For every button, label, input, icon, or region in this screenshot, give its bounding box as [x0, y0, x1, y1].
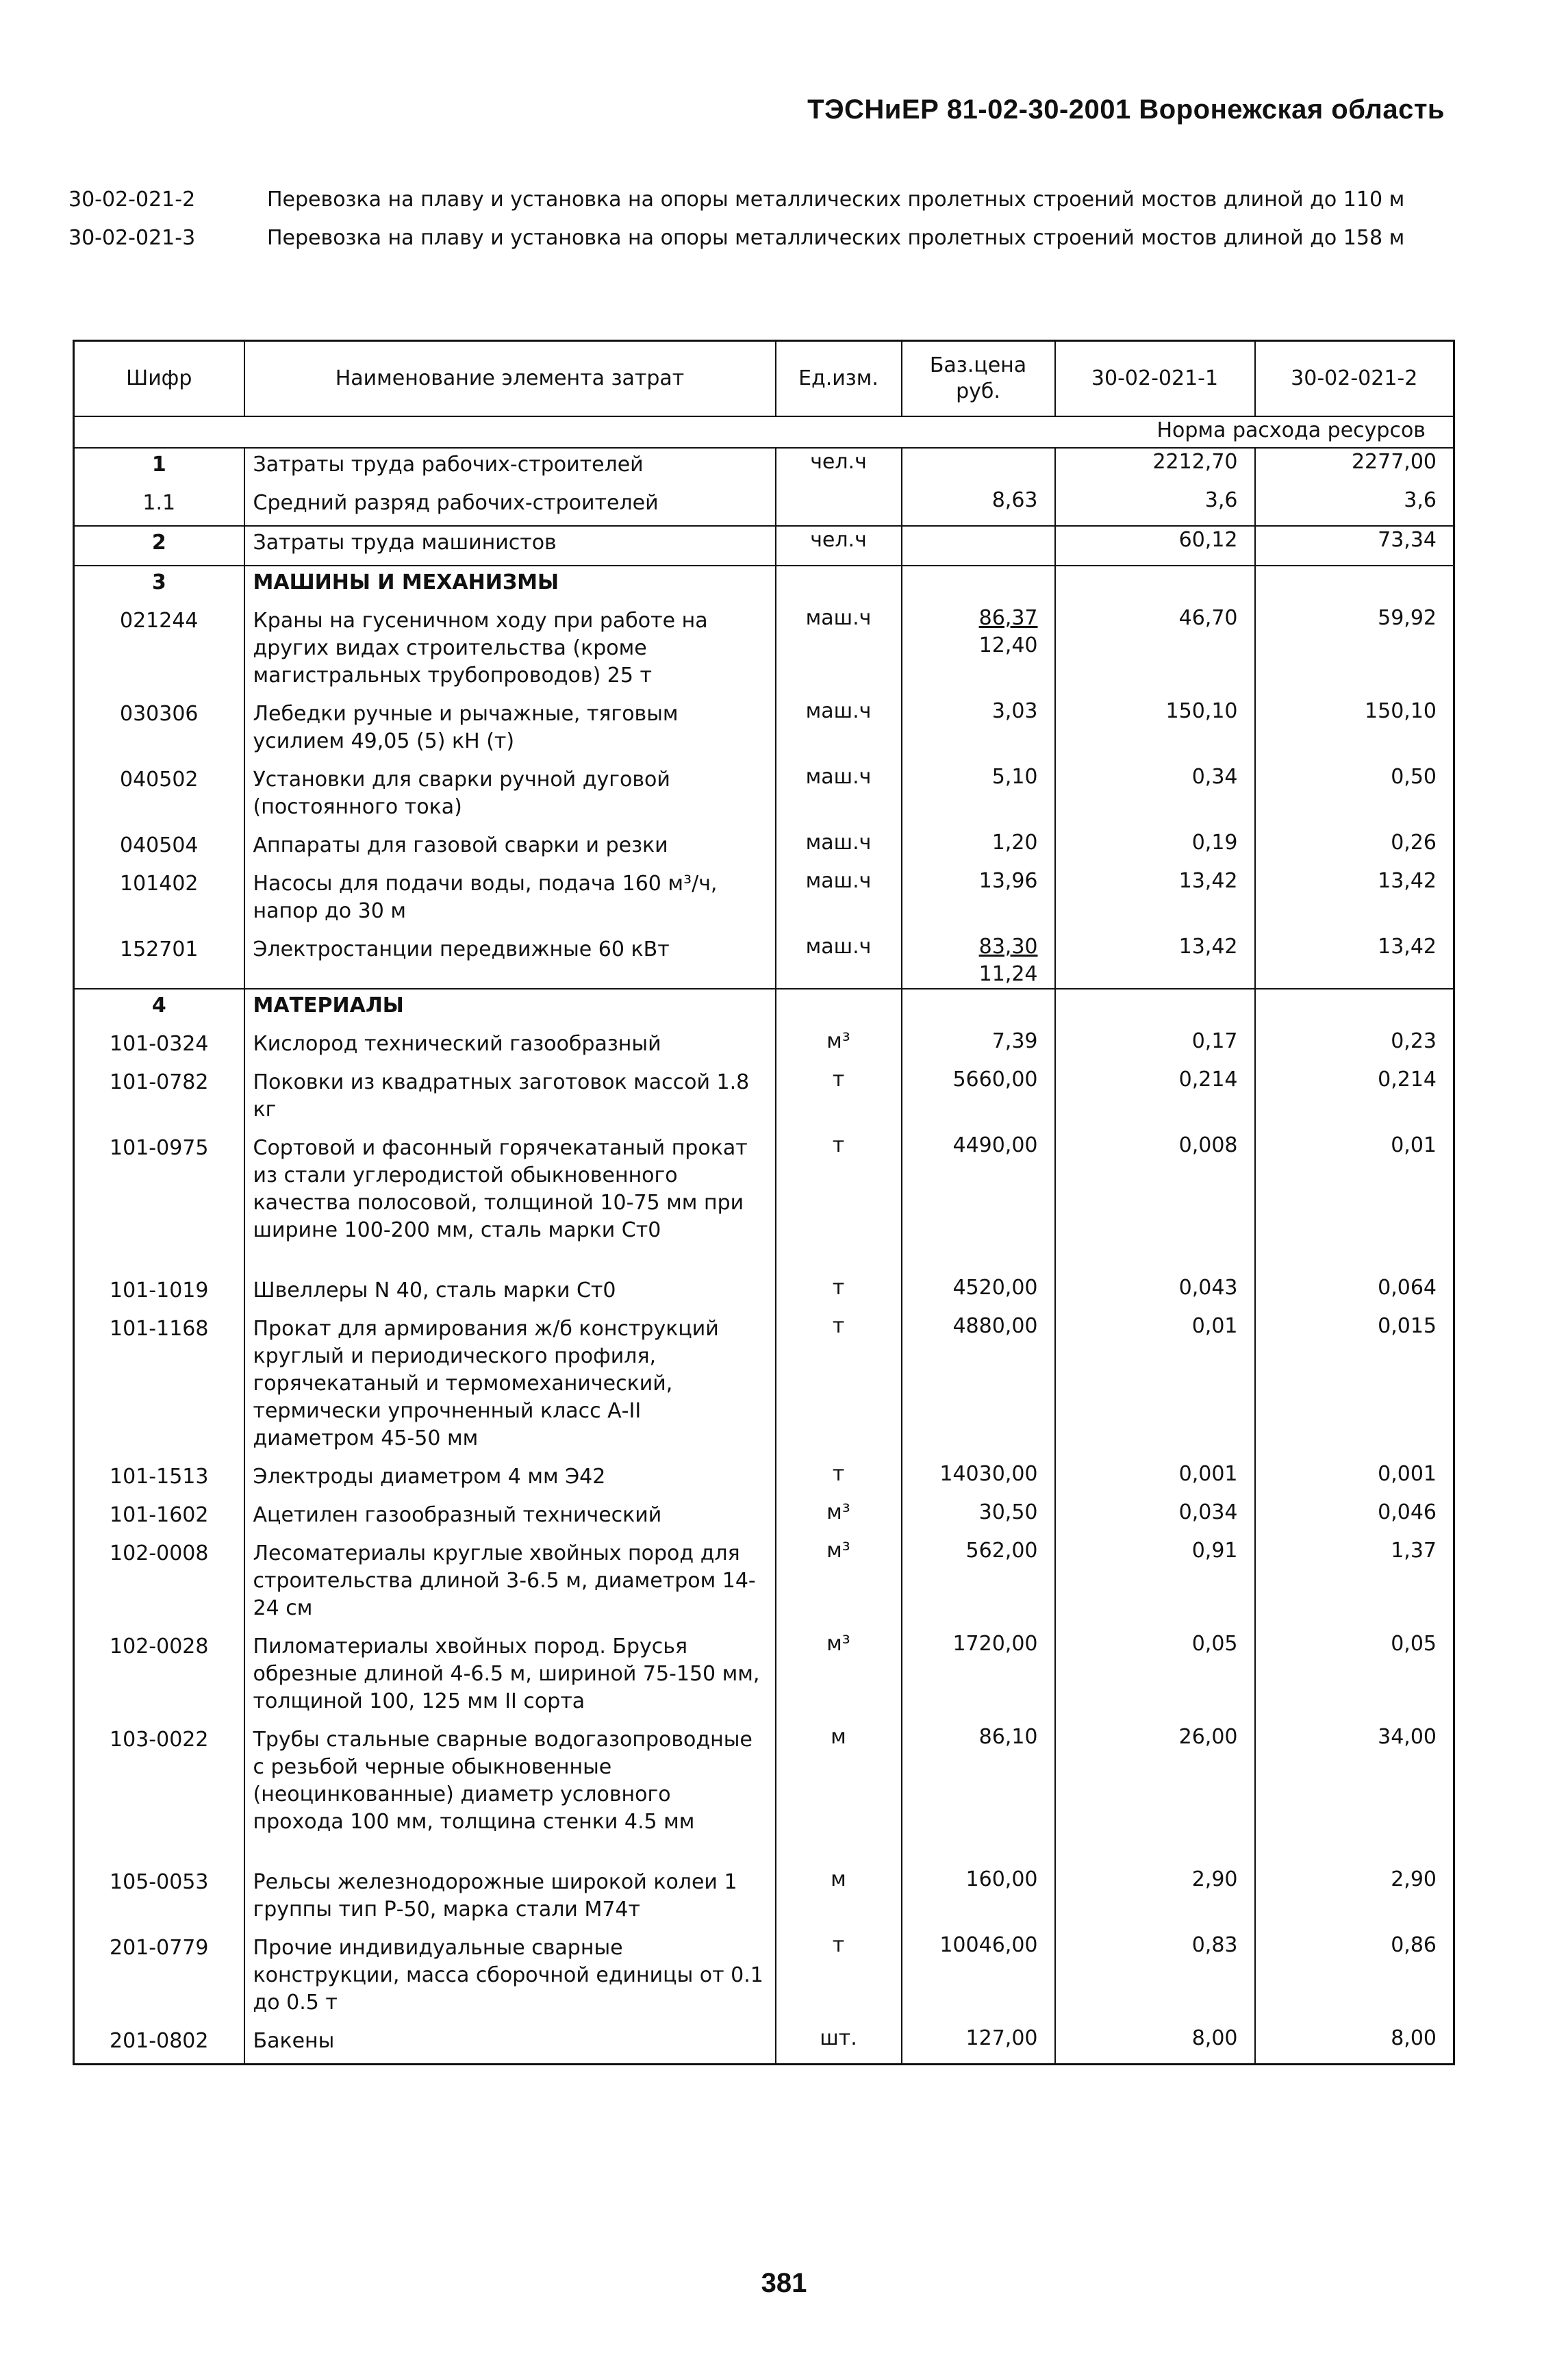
cell-code: 101-1513 — [74, 1461, 244, 1499]
cell-name: Лебедки ручные и рычажные, тяговым усилием 49,05 (5) кН (т) — [244, 698, 776, 764]
cell-price: 8,63 — [902, 487, 1055, 526]
cell-code: 1 — [74, 448, 244, 487]
cell-code: 021244 — [74, 605, 244, 698]
cell-name: Затраты труда рабочих-строителей — [244, 448, 776, 487]
cell-name: Швеллеры N 40, сталь марки Ст0 — [244, 1274, 776, 1313]
cell-price: 30,50 — [902, 1499, 1055, 1537]
cell-unit: маш.ч — [776, 764, 902, 829]
cell-norm-2: 0,015 — [1378, 1314, 1437, 1338]
cell-unit: м — [776, 1724, 902, 1866]
cell-norm-2: 3,6 — [1255, 487, 1454, 526]
cell-name: Средний разряд рабочих-строителей — [244, 487, 776, 526]
table-row — [74, 487, 1454, 526]
cell-norm-1: 46,70 — [1055, 605, 1255, 698]
table-row — [74, 933, 1454, 989]
cell-norm-1: 0,91 — [1055, 1537, 1255, 1630]
table-row — [74, 1932, 1454, 2025]
cell-norm-1 — [1055, 989, 1255, 1028]
cell-unit: т — [776, 1066, 902, 1132]
cell-norm-1: 150,10 — [1055, 698, 1255, 764]
cell-name: Насосы для подачи воды, подача 160 м³/ч, напор до 30 м — [244, 868, 776, 933]
cell-norm-1: 0,05 — [1055, 1630, 1255, 1724]
cell-norm-2: 8,00 — [1391, 2026, 1437, 2050]
col-header-price: Баз.цена руб. — [902, 341, 1055, 417]
cell-unit: маш.ч — [776, 698, 902, 764]
cell-name: Краны на гусеничном ходу при работе на других видах строительства (кроме магистральных трубопроводов) 25 т — [244, 605, 776, 698]
cell-code: 4 — [74, 989, 244, 1028]
page-number: 381 — [761, 2268, 807, 2298]
cell-norm-2: 59,92 — [1378, 606, 1437, 630]
cell-unit: маш.ч — [776, 829, 902, 868]
cell-norm-1: 0,17 — [1055, 1028, 1255, 1066]
cell-code: 105-0053 — [74, 1866, 244, 1932]
table-row — [74, 868, 1454, 933]
cell-norm-1: 3,6 — [1055, 487, 1255, 526]
cell-norm-1: 8,00 — [1055, 2025, 1255, 2065]
cell-price: 1720,00 — [902, 1630, 1055, 1724]
cell-norm-2: 0,86 — [1391, 1933, 1437, 1957]
cell-norm-1: 26,00 — [1055, 1724, 1255, 1866]
table-row — [74, 698, 1454, 764]
intro-item — [68, 186, 1445, 214]
cell-code: 101402 — [74, 868, 244, 933]
cell-price: 5,10 — [902, 764, 1055, 829]
table-row — [74, 1537, 1454, 1630]
cell-price — [902, 448, 1055, 487]
price-total: 83,30 — [978, 935, 1038, 959]
cell-name: Лесоматериалы круглые хвойных пород для строительства длиной 3-6.5 м, диаметром 14-24 см — [244, 1537, 776, 1630]
intro-code: 30-02-021-3 — [68, 226, 196, 250]
cell-name: Установки для сварки ручной дуговой (постоянного тока) — [244, 764, 776, 829]
cell-name: Бакены — [244, 2025, 776, 2065]
cell-norm-1: 0,01 — [1055, 1313, 1255, 1461]
cell-name: Поковки из квадратных заготовок массой 1.8 кг — [244, 1066, 776, 1132]
cell-norm-2: 0,05 — [1391, 1632, 1437, 1656]
cell-unit — [776, 487, 902, 526]
cell-unit: т — [776, 1132, 902, 1274]
table-row — [74, 526, 1454, 566]
cell-norm-2: 1,37 — [1391, 1539, 1437, 1563]
cell-code: 101-0324 — [74, 1028, 244, 1066]
norma-label: Норма расхода ресурсов — [74, 416, 1454, 448]
cell-code: 2 — [74, 526, 244, 566]
cell-norm-1: 13,42 — [1055, 868, 1255, 933]
cell-norm-2: 13,42 — [1378, 869, 1437, 893]
cell-unit: т — [776, 1313, 902, 1461]
cell-name: Электростанции передвижные 60 кВт — [244, 933, 776, 989]
cell-norm-1: 0,043 — [1055, 1274, 1255, 1313]
table-row — [74, 448, 1454, 487]
cell-price — [902, 526, 1055, 566]
table-row — [74, 1866, 1454, 1932]
cell-unit: м³ — [776, 1028, 902, 1066]
cell-norm-2: 0,046 — [1378, 1500, 1437, 1524]
cell-price: 160,00 — [902, 1866, 1055, 1932]
cell-unit — [776, 989, 902, 1028]
cell-name: Пиломатериалы хвойных пород. Брусья обрезные длиной 4-6.5 м, шириной 75-150 мм, толщиной 100, 125 мм II сорта — [244, 1630, 776, 1724]
cell-norm-1: 2,90 — [1055, 1866, 1255, 1932]
cell-price: 4520,00 — [902, 1274, 1055, 1313]
cell-norm-2: 0,26 — [1391, 831, 1437, 855]
cell-price: 4490,00 — [902, 1132, 1055, 1274]
cell-price: 4880,00 — [902, 1313, 1055, 1461]
table-row — [74, 829, 1454, 868]
table-row — [74, 1461, 1454, 1499]
cell-norm-2: 0,23 — [1391, 1029, 1437, 1053]
cell-unit: чел.ч — [776, 526, 902, 566]
cell-name: МАШИНЫ И МЕХАНИЗМЫ — [244, 566, 776, 605]
cell-price: 127,00 — [902, 2025, 1055, 2065]
cell-code: 152701 — [74, 933, 244, 989]
cell-norm-2: 0,01 — [1391, 1133, 1437, 1157]
cell-price: 562,00 — [902, 1537, 1055, 1630]
cell-code: 101-0975 — [74, 1132, 244, 1274]
cell-unit: м — [776, 1866, 902, 1932]
table-row — [74, 1028, 1454, 1066]
table-row — [74, 764, 1454, 829]
page-header: ТЭСНиЕР 81-02-30-2001 Воронежская область — [807, 94, 1445, 125]
cell-norm-2: 0,064 — [1378, 1276, 1437, 1300]
cell-code: 040504 — [74, 829, 244, 868]
cell-norm-2: 150,10 — [1365, 699, 1437, 723]
cell-norm-2 — [1255, 989, 1454, 1028]
intro-code: 30-02-021-2 — [68, 188, 196, 212]
table-row — [74, 989, 1454, 1028]
cell-code: 102-0008 — [74, 1537, 244, 1630]
intro-text: Перевозка на плаву и установка на опоры металлических пролетных строений мостов длиной до 110 м — [267, 188, 1405, 212]
col-header-name: Наименование элемента затрат — [244, 341, 776, 417]
cell-name: Рельсы железнодорожные широкой колеи 1 группы тип Р-50, марка стали М74т — [244, 1866, 776, 1932]
cell-unit: маш.ч — [776, 868, 902, 933]
intro-text: Перевозка на плаву и установка на опоры металлических пролетных строений мостов длиной до 158 м — [267, 226, 1405, 250]
cell-norm-1: 0,34 — [1055, 764, 1255, 829]
table-row — [74, 605, 1454, 698]
cell-name: МАТЕРИАЛЫ — [244, 989, 776, 1028]
cell-norm-1: 2212,70 — [1055, 448, 1255, 487]
col-header-n1: 30-02-021-1 — [1055, 341, 1255, 417]
table-row — [74, 1499, 1454, 1537]
col-header-n2: 30-02-021-2 — [1255, 341, 1454, 417]
table-row — [74, 1132, 1454, 1274]
cell-name: Прокат для армирования ж/б конструкций круглый и периодического профиля, горячекатаный и термомеханический, термически упрочненный класс А-II диаметром 45-50 мм — [244, 1313, 776, 1461]
table-header-row — [74, 341, 1454, 417]
cell-norm-2: 73,34 — [1255, 526, 1454, 566]
cell-norm-2: 0,50 — [1391, 765, 1437, 789]
cell-price — [902, 566, 1055, 605]
cell-norm-1: 13,42 — [1055, 933, 1255, 989]
cell-unit: м³ — [776, 1499, 902, 1537]
cell-unit: т — [776, 1932, 902, 2025]
cell-norm-1: 0,83 — [1055, 1932, 1255, 2025]
cell-unit: маш.ч — [776, 933, 902, 989]
table-row — [74, 1066, 1454, 1132]
cell-code: 102-0028 — [74, 1630, 244, 1724]
cell-price — [902, 933, 1055, 989]
cell-price: 1,20 — [902, 829, 1055, 868]
cell-norm-2: 0,001 — [1378, 1462, 1437, 1486]
cell-name: Затраты труда машинистов — [244, 526, 776, 566]
cell-unit: чел.ч — [776, 448, 902, 487]
cell-unit: шт. — [776, 2025, 902, 2065]
table-row — [74, 1630, 1454, 1724]
cell-unit: маш.ч — [776, 605, 902, 698]
cell-norm-1: 0,034 — [1055, 1499, 1255, 1537]
cell-name: Аппараты для газовой сварки и резки — [244, 829, 776, 868]
cell-code: 101-1019 — [74, 1274, 244, 1313]
cell-norm-2: 2,90 — [1391, 1867, 1437, 1891]
cell-name: Кислород технический газообразный — [244, 1028, 776, 1066]
table-row — [74, 2025, 1454, 2065]
table-row — [74, 1724, 1454, 1866]
cell-code: 3 — [74, 566, 244, 605]
cell-unit: м³ — [776, 1537, 902, 1630]
cell-name: Ацетилен газообразный технический — [244, 1499, 776, 1537]
cell-norm-2 — [1255, 566, 1454, 605]
cell-norm-1: 0,214 — [1055, 1066, 1255, 1132]
cell-norm-1: 0,19 — [1055, 829, 1255, 868]
price-total: 86,37 — [978, 606, 1038, 630]
cell-code: 201-0802 — [74, 2025, 244, 2065]
cell-code: 101-0782 — [74, 1066, 244, 1132]
cell-code: 101-1168 — [74, 1313, 244, 1461]
cell-price: 13,96 — [902, 868, 1055, 933]
norms-table — [73, 340, 1455, 2065]
cell-unit: т — [776, 1274, 902, 1313]
cell-price: 7,39 — [902, 1028, 1055, 1066]
cell-code: 201-0779 — [74, 1932, 244, 2025]
cell-unit: т — [776, 1461, 902, 1499]
table-row — [74, 1313, 1454, 1461]
cell-norm-2: 0,214 — [1378, 1068, 1437, 1092]
cell-price: 14030,00 — [902, 1461, 1055, 1499]
cell-code: 040502 — [74, 764, 244, 829]
norma-row — [74, 416, 1454, 448]
cell-price: 86,10 — [902, 1724, 1055, 1866]
cell-unit — [776, 566, 902, 605]
cell-name: Прочие индивидуальные сварные конструкции, масса сборочной единицы от 0.1 до 0.5 т — [244, 1932, 776, 2025]
cell-name: Сортовой и фасонный горячекатаный прокат из стали углеродистой обыкновенного качества полосовой, толщиной 10-75 мм при ширине 100-200 мм, сталь марки Ст0 — [244, 1132, 776, 1274]
cell-norm-2: 13,42 — [1255, 933, 1454, 989]
col-header-code: Шифр — [74, 341, 244, 417]
cell-norm-1: 0,008 — [1055, 1132, 1255, 1274]
cell-unit: м³ — [776, 1630, 902, 1724]
table-row — [74, 1274, 1454, 1313]
price-wage: 12,40 — [978, 633, 1038, 657]
cell-code: 1.1 — [74, 487, 244, 526]
intro-item — [68, 225, 1445, 252]
cell-price — [902, 989, 1055, 1028]
cell-name: Электроды диаметром 4 мм Э42 — [244, 1461, 776, 1499]
cell-norm-2: 34,00 — [1378, 1725, 1437, 1749]
cell-norm-2: 2277,00 — [1351, 450, 1437, 474]
cell-price — [902, 605, 1055, 698]
cell-norm-1: 0,001 — [1055, 1461, 1255, 1499]
cell-code: 101-1602 — [74, 1499, 244, 1537]
cell-name: Трубы стальные сварные водогазопроводные с резьбой черные обыкновенные (неоцинкованные) диаметр условного прохода 100 мм, толщина стенки 4.5 мм — [244, 1724, 776, 1866]
table-row — [74, 566, 1454, 605]
cell-norm-1 — [1055, 566, 1255, 605]
cell-price: 10046,00 — [902, 1932, 1055, 2025]
cell-price: 5660,00 — [902, 1066, 1055, 1132]
cell-code: 030306 — [74, 698, 244, 764]
cell-code: 103-0022 — [74, 1724, 244, 1866]
price-wage: 11,24 — [978, 962, 1038, 986]
cell-price: 3,03 — [902, 698, 1055, 764]
col-header-unit: Ед.изм. — [776, 341, 902, 417]
cell-norm-1: 60,12 — [1055, 526, 1255, 566]
intro-list — [68, 186, 1445, 263]
